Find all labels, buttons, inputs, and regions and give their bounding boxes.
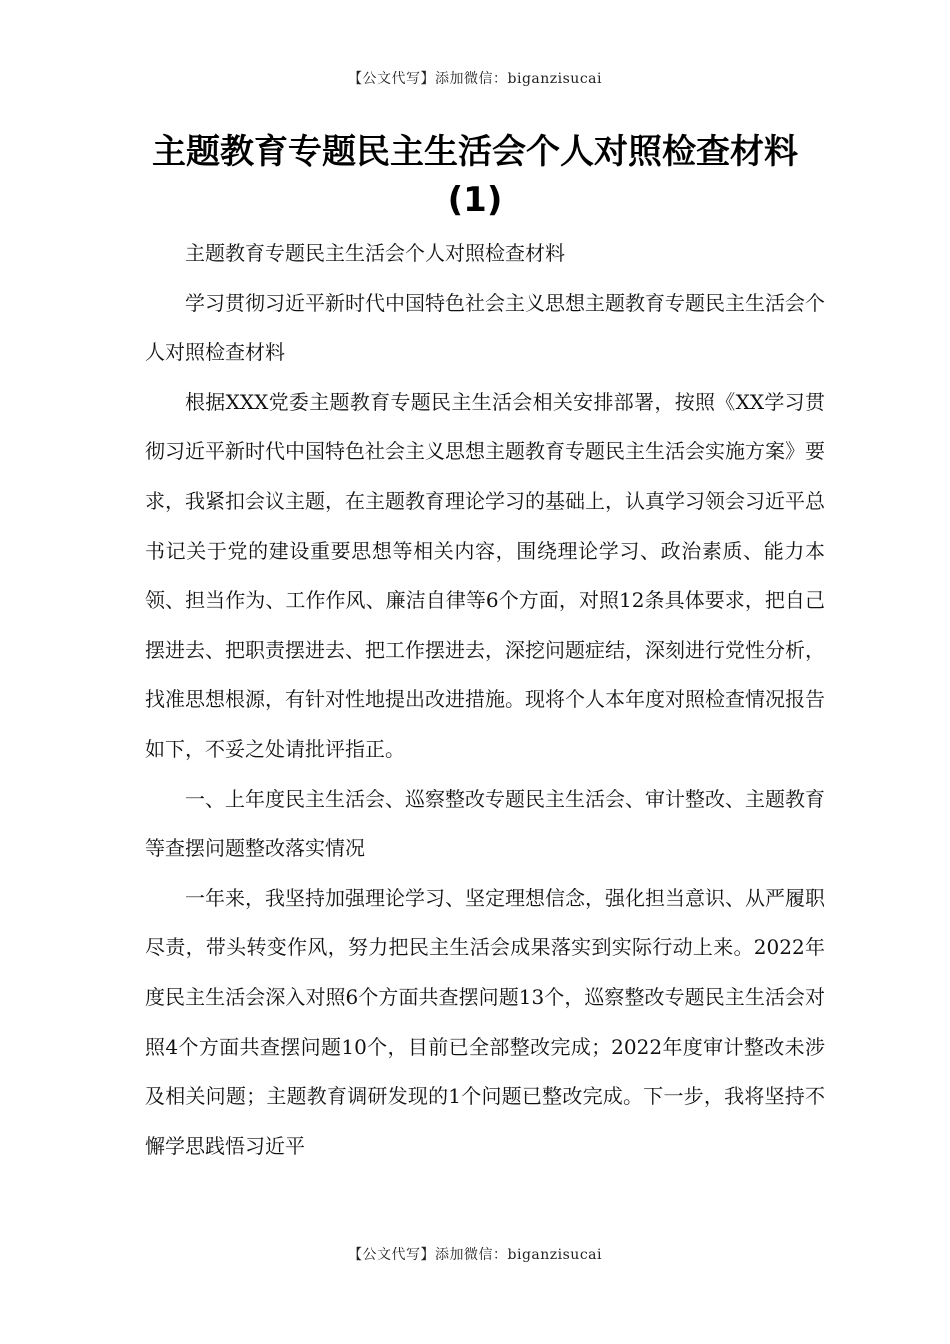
paragraph-section-1: 一年来，我坚持加强理论学习、坚定理想信念，强化担当意识、从严履职尽责，带头转变作风，努力把民主生活会成果落实到实际行动上来。2022年度民主生活会深入对照6个方面共查摆问题13个，巡察整改专题民主生活会对照4个方面共查摆问题10个，目前已全部整改完成；2022年度审计整改未涉及相关问题；主题教育调研发现的1个问题已整改完成。下一步，我将坚持不懈学思践悟习近平: [145, 885, 825, 1158]
document-title: 主题教育专题民主生活会个人对照检查材料(1): [152, 132, 798, 220]
footer-watermark-note: 【公文代写】添加微信：biganzisucai: [348, 1247, 602, 1263]
document-body: [145, 229, 825, 1171]
section-heading-1: 一、上年度民主生活会、巡察整改专题民主生活会、审计整改、主题教育等查摆问题整改落实情况: [145, 786, 825, 861]
paragraph-full-title: 学习贯彻习近平新时代中国特色社会主义思想主题教育专题民主生活会个人对照检查材料: [145, 290, 825, 365]
header-watermark-note: 【公文代写】添加微信：biganzisucai: [348, 71, 602, 87]
paragraph-intro: 根据XXX党委主题教育专题民主生活会相关安排部署，按照《XX学习贯彻习近平新时代中国特色社会主义思想主题教育专题民主生活会实施方案》要求，我紧扣会议主题，在主题教育理论学习的基础上，认真学习领会习近平总书记关于党的建设重要思想等相关内容，围绕理论学习、政治素质、能力本领、担当作为、工作作风、廉洁自律等6个方面，对照12条具体要求，把自己摆进去、把职责摆进去、把工作摆进去，深挖问题症结，深刻进行党性分析，找准思想根源，有针对性地提出改进措施。现将个人本年度对照检查情况报告如下，不妥之处请批评指正。: [145, 389, 825, 761]
paragraph-subtitle: 主题教育专题民主生活会个人对照检查材料: [185, 241, 565, 265]
